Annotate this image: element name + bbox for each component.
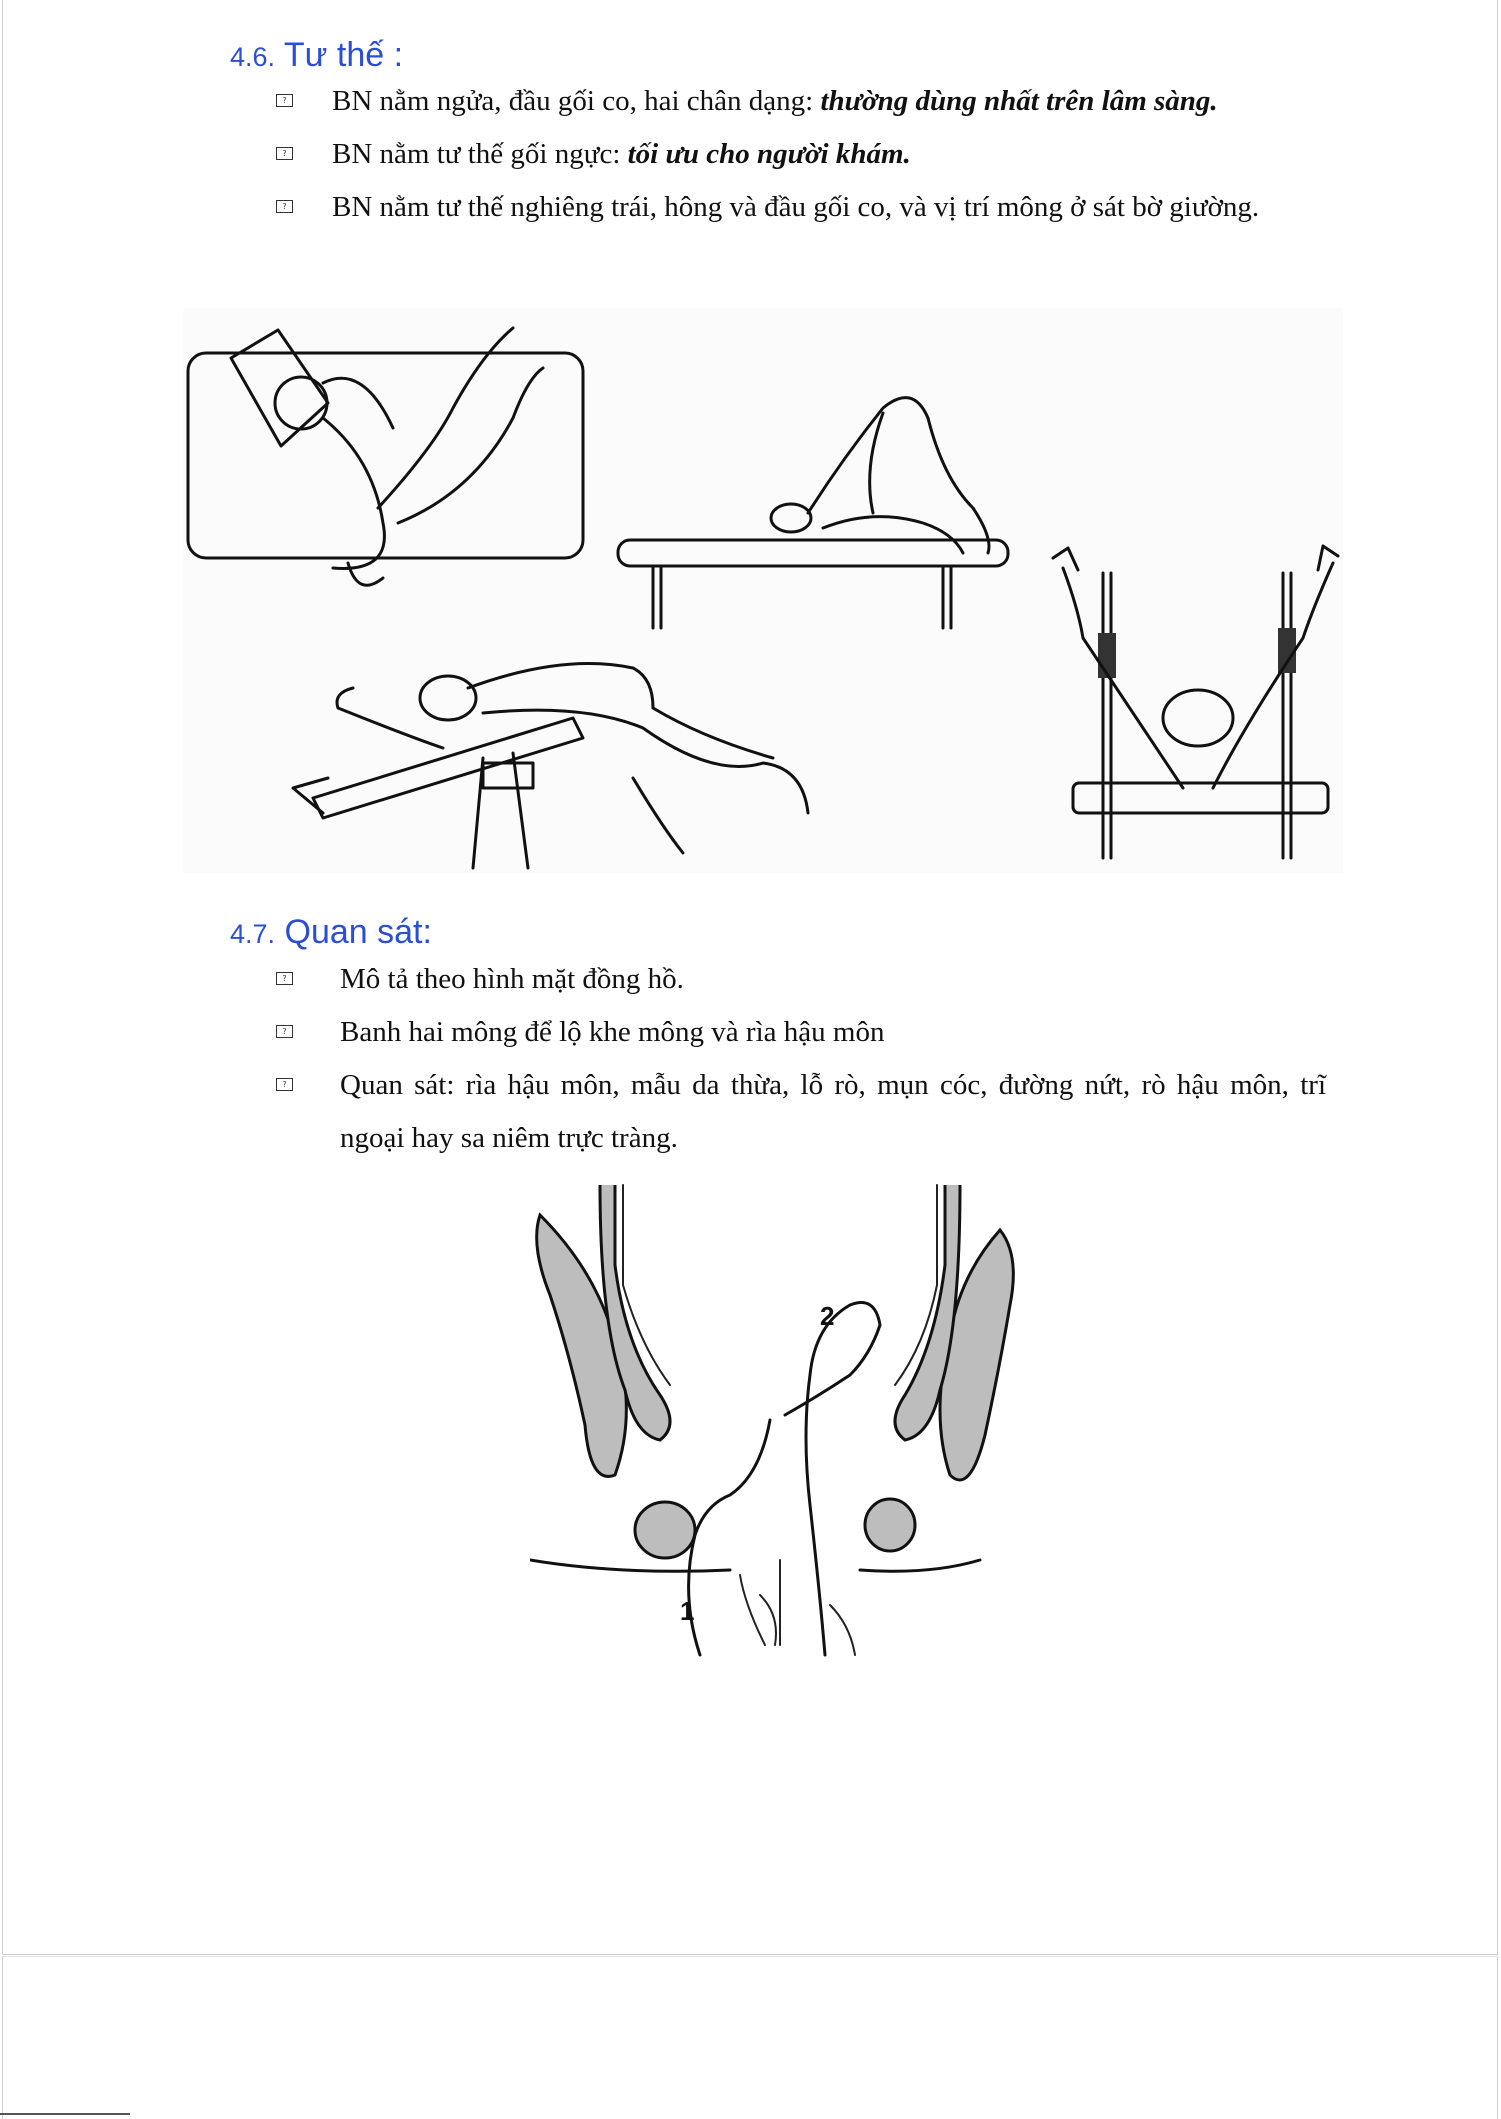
missing-glyph-box-icon: ? [276,94,293,107]
missing-glyph-box-icon: ? [276,1078,293,1091]
missing-glyph-box-icon: ? [276,1025,293,1038]
section-title: Quan sát: [284,913,432,951]
section-4-6-heading [230,36,403,75]
section-4-7-heading [230,913,432,952]
figure-label-2: 2 [820,1301,835,1331]
missing-glyph-box-icon: ? [276,200,293,213]
section-title: Tư thế : [283,36,404,74]
list-item: ? BN nằm tư thế nghiêng trái, hông và đầu gối co, và vị trí mông ở sát bờ giường. [276,181,1326,234]
lithotomy-position-drawing [1053,546,1338,858]
list-item: ? Mô tả theo hình mặt đồng hồ. [276,953,1326,1006]
missing-glyph-box-icon: ? [276,972,293,985]
positions-list [276,75,1326,234]
observation-list [276,953,1326,1165]
list-item: ? BN nằm ngửa, đầu gối co, hai chân dạng: thường dùng nhất trên lâm sàng. [276,75,1326,128]
lateral-position-drawing [293,664,808,869]
missing-glyph-box-icon: ? [276,147,293,160]
supine-position-drawing [188,328,583,585]
section-number: 4.6. [230,42,276,72]
next-page-frame [2,1956,1498,2119]
list-item: ? BN nằm tư thế gối ngực: tối ưu cho người khám. [276,128,1326,181]
figure-label-1: 1 [680,1596,695,1626]
anal-canal-figure [530,1175,1020,1735]
section-number: 4.7. [230,919,276,949]
list-item: ? Banh hai mông để lộ khe mông và rìa hậu môn [276,1006,1326,1059]
knee-chest-position-drawing [618,398,1008,628]
list-item: ? Quan sát: rìa hậu môn, mẫu da thừa, lỗ rò, mụn cóc, đường nứt, rò hậu môn, trĩ ngoại hay sa niêm trực tràng. [276,1059,1326,1165]
footer-rule [0,2113,130,2115]
positions-illustration [183,308,1343,873]
